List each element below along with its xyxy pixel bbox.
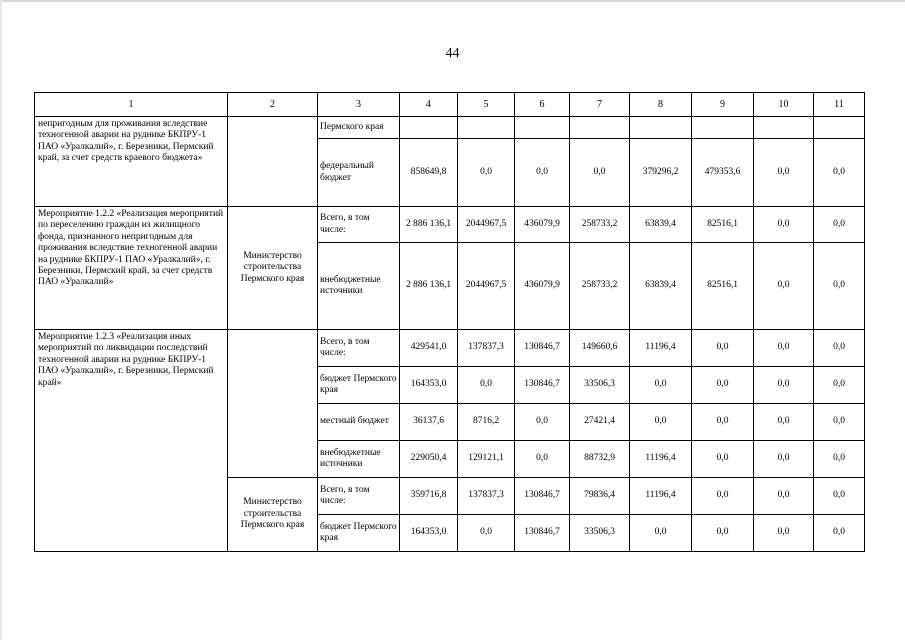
column-header: 2	[228, 93, 318, 117]
value-cell	[630, 117, 692, 139]
value-cell: 436079,9	[515, 243, 570, 330]
table-row	[35, 330, 865, 367]
column-header: 5	[458, 93, 515, 117]
column-header: 9	[692, 93, 754, 117]
funding-source: бюджет Пермского края	[318, 515, 400, 552]
executor-cell	[228, 117, 318, 207]
value-cell: 0,0	[692, 441, 754, 478]
value-cell	[515, 117, 570, 139]
value-cell: 0,0	[692, 367, 754, 404]
value-cell: 2044967,5	[458, 207, 515, 243]
value-cell: 379296,2	[630, 139, 692, 207]
value-cell: 0,0	[754, 139, 814, 207]
value-cell: 0,0	[754, 478, 814, 515]
column-header: 3	[318, 93, 400, 117]
value-cell: 130846,7	[515, 515, 570, 552]
value-cell: 11196,4	[630, 478, 692, 515]
value-cell: 0,0	[754, 515, 814, 552]
value-cell: 0,0	[515, 139, 570, 207]
value-cell: 0,0	[630, 515, 692, 552]
executor-cell: Министерство строительства Пермского края	[228, 478, 318, 552]
value-cell: 11196,4	[630, 441, 692, 478]
value-cell: 0,0	[630, 367, 692, 404]
funding-source: Пермского края	[318, 117, 400, 139]
header-row	[35, 93, 865, 117]
value-cell: 0,0	[814, 243, 865, 330]
value-cell: 0,0	[814, 441, 865, 478]
value-cell: 0,0	[814, 139, 865, 207]
value-cell: 88732,9	[570, 441, 630, 478]
value-cell: 258733,2	[570, 207, 630, 243]
value-cell: 0,0	[692, 478, 754, 515]
value-cell: 0,0	[458, 139, 515, 207]
funding-source: внебюджетные источники	[318, 441, 400, 478]
value-cell: 0,0	[814, 478, 865, 515]
value-cell: 0,0	[692, 515, 754, 552]
value-cell	[400, 117, 458, 139]
value-cell: 0,0	[754, 207, 814, 243]
value-cell: 0,0	[692, 404, 754, 441]
column-header: 1	[35, 93, 228, 117]
value-cell: 137837,3	[458, 330, 515, 367]
funding-source: Всего, в том числе:	[318, 330, 400, 367]
activity-description: Мероприятие 1.2.3 «Реализация иных мероприятий по ликвидации последствий техногенной аварии на руднике БКПРУ-1 ПАО «Уралкалий», г. Березники, Пермский край»	[35, 330, 228, 552]
value-cell: 11196,4	[630, 330, 692, 367]
value-cell: 149660,6	[570, 330, 630, 367]
value-cell: 130846,7	[515, 330, 570, 367]
column-header: 7	[570, 93, 630, 117]
value-cell: 27421,4	[570, 404, 630, 441]
column-header: 4	[400, 93, 458, 117]
funding-source: Всего, в том числе:	[318, 478, 400, 515]
value-cell: 2 886 136,1	[400, 207, 458, 243]
value-cell	[692, 117, 754, 139]
value-cell: 8716,2	[458, 404, 515, 441]
value-cell: 36137,6	[400, 404, 458, 441]
value-cell: 0,0	[515, 404, 570, 441]
funding-source: внебюджетные источники	[318, 243, 400, 330]
value-cell: 63839,4	[630, 243, 692, 330]
value-cell: 0,0	[754, 330, 814, 367]
value-cell: 137837,3	[458, 478, 515, 515]
table-row	[35, 117, 865, 139]
value-cell: 0,0	[754, 243, 814, 330]
value-cell: 130846,7	[515, 367, 570, 404]
value-cell: 0,0	[458, 515, 515, 552]
activity-description: Мероприятие 1.2.2 «Реализация мероприятий по переселению граждан из жилищного фонда, признанного непригодным для проживания вследствие техногенной аварии на руднике БКПРУ-1 ПАО «Уралкалий», г. Березники, Пермский край, за счет средств ПАО «Уралкалий»	[35, 207, 228, 330]
value-cell: 258733,2	[570, 243, 630, 330]
value-cell: 0,0	[458, 367, 515, 404]
column-header: 10	[754, 93, 814, 117]
value-cell: 0,0	[814, 515, 865, 552]
scan-edge-left	[0, 0, 2, 640]
value-cell: 359716,8	[400, 478, 458, 515]
funding-source: Всего, в том числе:	[318, 207, 400, 243]
table-row	[35, 207, 865, 243]
value-cell: 0,0	[570, 139, 630, 207]
value-cell	[570, 117, 630, 139]
column-header: 6	[515, 93, 570, 117]
value-cell: 0,0	[814, 404, 865, 441]
value-cell: 0,0	[754, 404, 814, 441]
value-cell: 2 886 136,1	[400, 243, 458, 330]
value-cell: 858649,8	[400, 139, 458, 207]
page-number: 44	[445, 46, 460, 61]
value-cell: 229050,4	[400, 441, 458, 478]
value-cell: 164353,0	[400, 367, 458, 404]
value-cell: 0,0	[814, 207, 865, 243]
value-cell: 63839,4	[630, 207, 692, 243]
value-cell	[814, 117, 865, 139]
funding-source: местный бюджет	[318, 404, 400, 441]
value-cell: 436079,9	[515, 207, 570, 243]
value-cell: 0,0	[814, 330, 865, 367]
executor-cell	[228, 330, 318, 478]
budget-table	[34, 92, 865, 552]
scan-edge-top	[0, 0, 905, 2]
value-cell: 79836,4	[570, 478, 630, 515]
executor-cell: Министерство строительства Пермского края	[228, 207, 318, 330]
activity-description: непригодным для проживания вследствие техногенной аварии на руднике БКПРУ-1 ПАО «Уралкалий», г. Березники, Пермский край, за счет средств краевого бюджета»	[35, 117, 228, 207]
value-cell: 2044967,5	[458, 243, 515, 330]
value-cell: 82516,1	[692, 243, 754, 330]
funding-source: бюджет Пермского края	[318, 367, 400, 404]
value-cell: 429541,0	[400, 330, 458, 367]
value-cell: 0,0	[754, 441, 814, 478]
value-cell: 33506,3	[570, 515, 630, 552]
value-cell	[754, 117, 814, 139]
column-header: 11	[814, 93, 865, 117]
value-cell: 0,0	[754, 367, 814, 404]
value-cell	[458, 117, 515, 139]
value-cell: 33506,3	[570, 367, 630, 404]
value-cell: 130846,7	[515, 478, 570, 515]
value-cell: 0,0	[814, 367, 865, 404]
column-header: 8	[630, 93, 692, 117]
value-cell: 0,0	[692, 330, 754, 367]
funding-source: федеральный бюджет	[318, 139, 400, 207]
value-cell: 82516,1	[692, 207, 754, 243]
value-cell: 129121,1	[458, 441, 515, 478]
value-cell: 479353,6	[692, 139, 754, 207]
value-cell: 0,0	[515, 441, 570, 478]
value-cell: 164353,0	[400, 515, 458, 552]
value-cell: 0,0	[630, 404, 692, 441]
